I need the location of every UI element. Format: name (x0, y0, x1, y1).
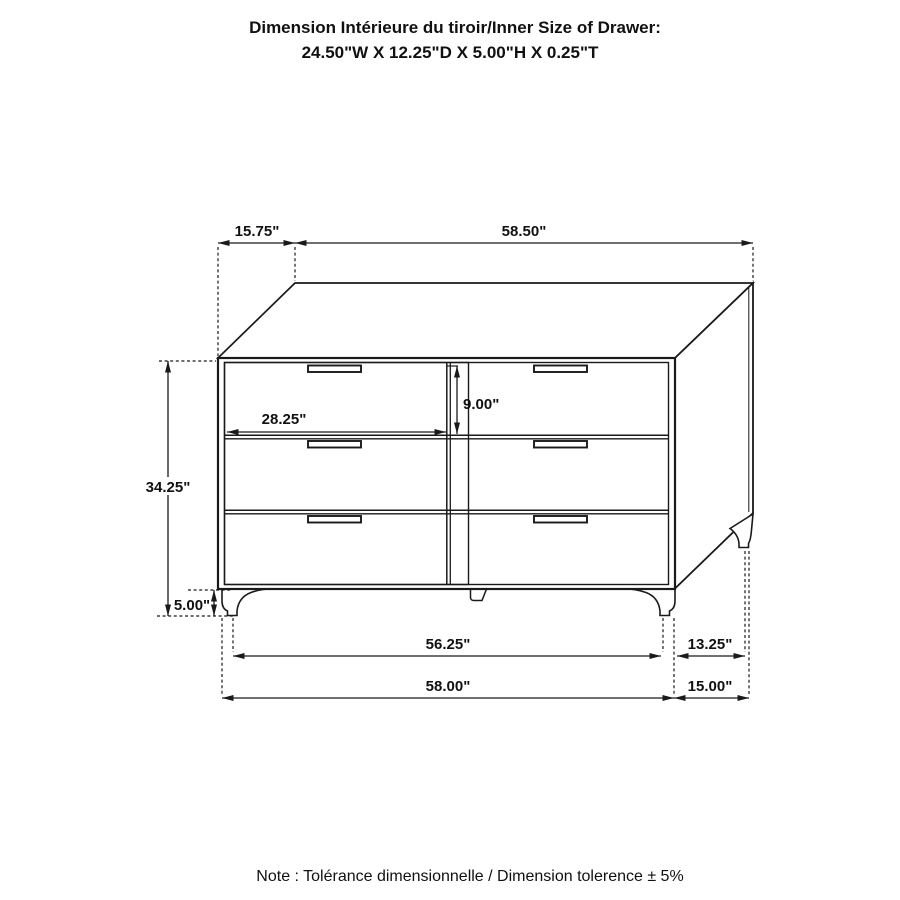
drawer-handle-icon (308, 366, 361, 373)
label-overall-height: 34.25" (145, 479, 191, 496)
front-left-leg (222, 589, 271, 616)
label-overall-width: 58.00" (425, 678, 471, 695)
label-drawer-width: 28.25" (261, 411, 307, 428)
title-line-1: Dimension Intérieure du tiroir/Inner Size of Drawer: (249, 18, 661, 37)
front-right-leg (626, 589, 675, 616)
drawer-handle-icon (308, 441, 361, 448)
label-between-legs-width: 56.25" (425, 636, 471, 653)
title-line-2: 24.50"W X 12.25"D X 5.00"H X 0.25"T (301, 43, 599, 62)
drawer-handle-icon (534, 366, 587, 373)
top-face (218, 283, 753, 358)
tolerance-note: Note : Tolérance dimensionnelle / Dimension tolerence ± 5% (256, 868, 684, 885)
label-top-depth: 15.75" (234, 223, 280, 240)
label-leg-height: 5.00" (173, 597, 211, 614)
drawer-handle-icon (534, 441, 587, 448)
center-foot (471, 589, 487, 601)
label-overall-depth: 15.00" (687, 678, 733, 695)
dresser-body (218, 283, 753, 616)
label-top-width: 58.50" (501, 223, 547, 240)
label-between-legs-depth: 13.25" (687, 636, 733, 653)
label-drawer-height: 9.00" (463, 396, 500, 413)
drawer-handle-icon (308, 516, 361, 523)
drawer-handle-icon (534, 516, 587, 523)
